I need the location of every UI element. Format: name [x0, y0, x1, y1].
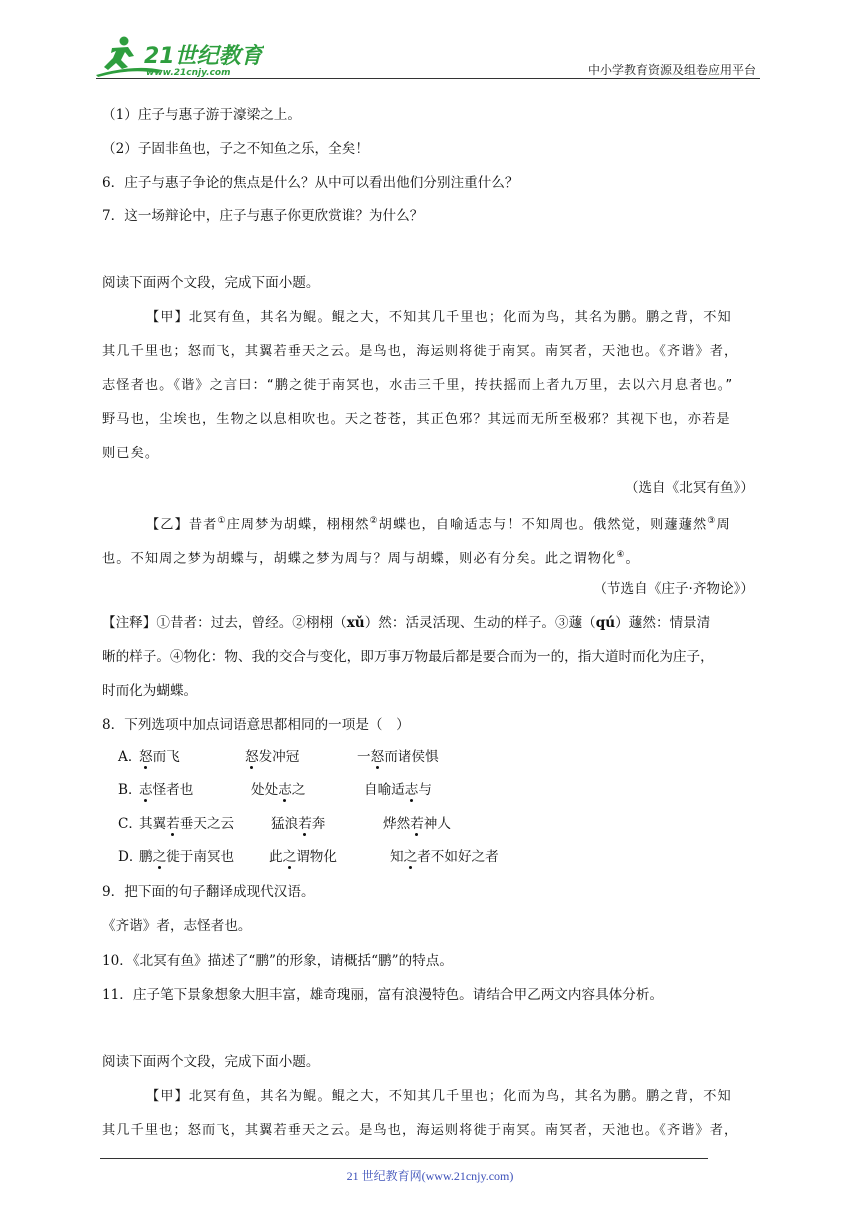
- text-run: 徙于南冥也: [166, 849, 235, 865]
- text-run: 谓物化: [296, 849, 337, 865]
- option-c: [118, 815, 451, 833]
- option-d: [118, 848, 499, 866]
- text-run: 而飞: [152, 749, 180, 765]
- pinyin: xǔ: [346, 615, 365, 631]
- passage-jia-line: 志怪者也。《谐》之言曰：“鹏之徙于南冥也，水击三千里，抟扶摇而上者九万里，去以六月息者也。”: [102, 378, 734, 393]
- text-run: 知: [390, 849, 404, 865]
- passage-yi-line: [102, 546, 640, 568]
- passage-yi-line: [146, 512, 731, 534]
- footnote-marker: ④: [616, 550, 626, 560]
- text-run: 此: [269, 849, 283, 865]
- dotted-char: 怒: [245, 749, 259, 765]
- annotation-line: 晰的样子。④物化：物、我的交合与变化，即万事万物最后都是要合而为一的，指大道时而化为庄子，: [102, 649, 714, 665]
- passage-jia-line: 【甲】北冥有鱼，其名为鲲。鲲之大，不知其几千里也；化而为鸟，其名为鹏。鹏之背，不知: [146, 310, 732, 325]
- text-run: 胡蝶也，自喻适志与！不知周也。俄然觉，则蘧蘧然: [378, 517, 708, 533]
- source-note: （选自《北冥有鱼》）: [624, 480, 754, 496]
- text-run: 【注释】①昔者：过去，曾经。②栩栩（: [102, 615, 347, 631]
- dotted-char: 志: [139, 782, 153, 798]
- dotted-char: 志: [404, 782, 419, 798]
- question-8: 8．下列选项中加点词语意思都相同的一项是（ ）: [102, 717, 410, 733]
- dotted-char: 志: [278, 782, 292, 798]
- footnote-marker: ①: [217, 516, 227, 526]
- platform-name: 中小学教育资源及组卷应用平台: [587, 63, 756, 77]
- source-note: （节选自《庄子·齐物论》）: [593, 581, 754, 597]
- q5-item-2: （2）子固非鱼也，子之不知鱼之乐，全矣！: [102, 141, 369, 157]
- text-run: 垂天之云: [179, 816, 235, 832]
- passage-jia-line: 【甲】北冥有鱼，其名为鲲。鲲之大，不知其几千里也；化而为鸟，其名为鹏。鹏之背，不知: [146, 1089, 732, 1104]
- dotted-char: 若: [298, 816, 312, 832]
- footnote-marker: ②: [369, 516, 379, 526]
- text-run: 神人: [423, 816, 451, 832]
- text-run: 之: [291, 782, 306, 798]
- text-run: 周: [716, 517, 731, 533]
- text-run: 怪者也: [152, 782, 194, 798]
- dotted-char: 之: [403, 849, 418, 865]
- option-label: B．: [118, 782, 142, 798]
- question-9: 9．把下面的句子翻译成现代汉语。: [102, 884, 315, 900]
- passage-jia-line: 其几千里也；怒而飞，其翼若垂天之云。是鸟也，海运则将徙于南冥。南冥者，天池也。《齐谐》者，: [102, 344, 739, 359]
- passage-jia-line: 野马也，尘埃也，生物之以息相吹也。天之苍苍，其正色邪？其远而无所至极邪？其视下也，亦若是: [102, 412, 731, 427]
- dotted-char: 之: [282, 849, 297, 865]
- dotted-char: 怒: [370, 749, 385, 765]
- translation-sentence: 《齐谐》者，志怪者也。: [102, 918, 252, 934]
- dotted-char: 之: [152, 849, 167, 865]
- text-run: 发冲冠: [258, 749, 300, 765]
- q5-item-1: （1）庄子与惠子游于濠梁之上。: [102, 107, 301, 123]
- question-6: 6．庄子与惠子争论的焦点是什么？从中可以看出他们分别注重什么？: [102, 175, 519, 191]
- logo-url: www.21cnjy.com: [146, 68, 231, 78]
- text-run: 者不如好之者: [417, 849, 499, 865]
- text-run: 鹏: [139, 849, 153, 865]
- option-label: A．: [118, 749, 142, 765]
- text-run: 自喻适: [364, 782, 405, 798]
- text-run: 。: [625, 551, 640, 567]
- option-label: C．: [118, 816, 142, 832]
- text-run: 也。不知周之梦为胡蝶与，胡蝶之梦为周与？周与胡蝶，则必有分矣。此之谓物化: [102, 551, 617, 567]
- reading-intro: 阅读下面两个文段，完成下面小题。: [102, 275, 320, 291]
- passage-jia-line: 其几千里也；怒而飞，其翼若垂天之云。是鸟也，海运则将徙于南冥。南冥者，天池也。《齐谐》者，: [102, 1123, 739, 1138]
- option-b: [118, 781, 432, 799]
- passage-jia-line: 则已矣。: [102, 446, 160, 461]
- footnote-marker: ③: [707, 516, 717, 526]
- annotation-line: [102, 614, 710, 632]
- text-run: 奔: [311, 816, 326, 832]
- text-run: 其翼: [139, 816, 167, 832]
- option-label: D．: [118, 849, 143, 865]
- footer-site: 21 世纪教育网(www.21cnjy.com): [346, 1169, 514, 1183]
- text-run: 而诸侯惧: [384, 749, 439, 765]
- dotted-char: 怒: [139, 749, 153, 765]
- text-run: ）蘧然：情景清: [615, 615, 711, 631]
- question-10: 10．《北冥有鱼》描述了“鹏”的形象，请概括“鹏”的特点。: [102, 953, 453, 969]
- text-run: 一: [357, 749, 371, 765]
- text-run: 庄周梦为胡蝶，栩栩然: [226, 517, 370, 533]
- question-11: 11．庄子笔下景象想象大胆丰富，雄奇瑰丽，富有浪漫特色。请结合甲乙两文内容具体分析。: [102, 987, 664, 1003]
- text-run: ）然：活灵活现、生动的样子。③蘧（: [364, 615, 596, 631]
- option-a: [118, 748, 439, 766]
- text-run: 【乙】昔者: [146, 517, 218, 533]
- text-run: 与: [418, 782, 432, 798]
- logo-text: 21世纪教育: [144, 44, 263, 69]
- annotation-line: 时而化为蝴蝶。: [102, 683, 198, 699]
- footer-divider: [100, 1158, 708, 1159]
- dotted-char: 若: [410, 816, 424, 832]
- reading-intro: 阅读下面两个文段，完成下面小题。: [102, 1054, 320, 1070]
- pinyin: qú: [595, 615, 616, 631]
- text-run: 处处: [251, 782, 279, 798]
- question-7: 7．这一场辩论中，庄子与惠子你更欣赏谁？为什么？: [102, 208, 424, 224]
- dotted-char: 若: [166, 816, 180, 832]
- text-run: 烨然: [383, 816, 411, 832]
- text-run: 猛浪: [271, 816, 299, 832]
